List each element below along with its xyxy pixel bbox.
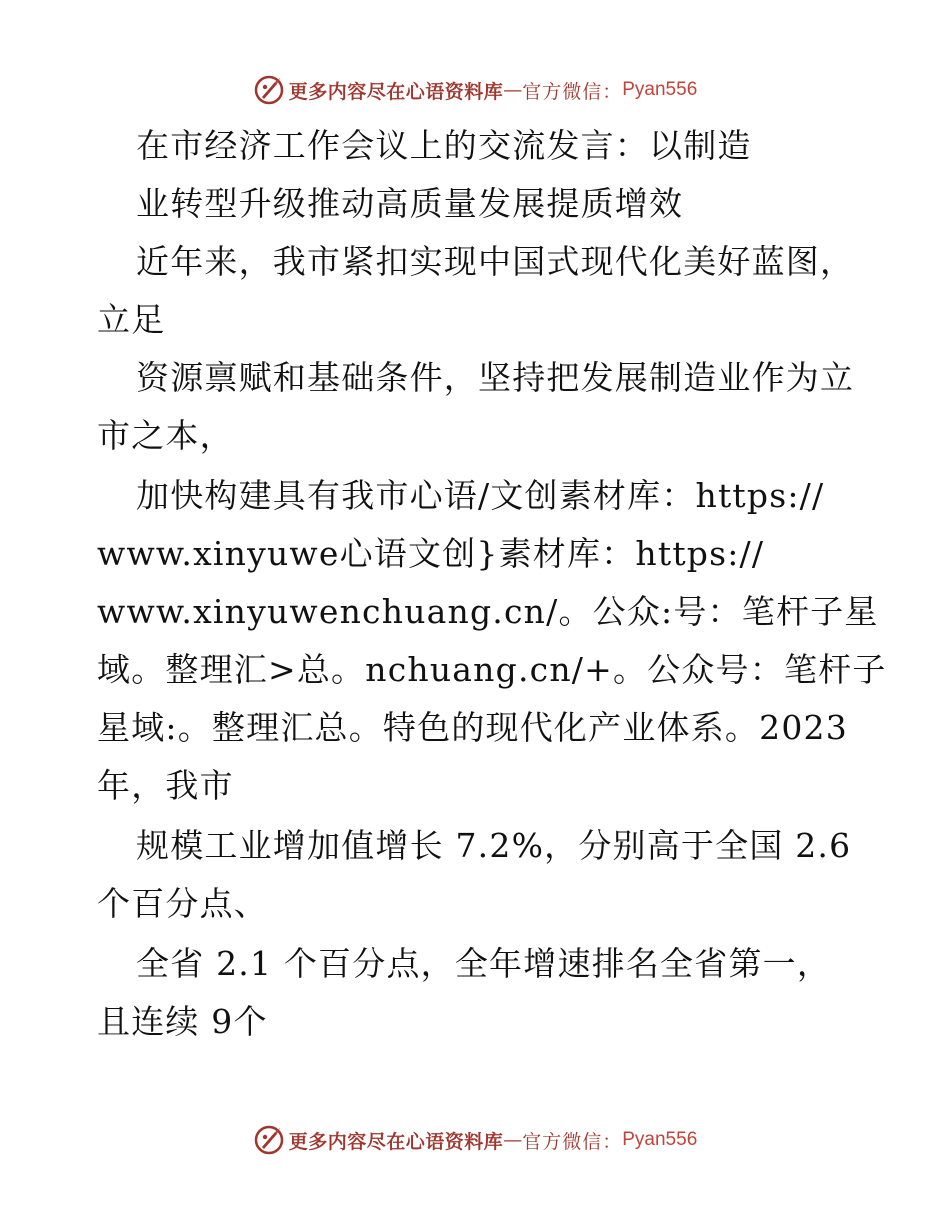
title-line-1: 在市经济工作会议上的交流发言：以制造 bbox=[136, 126, 752, 165]
body-line: 全省 2.1 个百分点，全年增速排名全省第一， bbox=[136, 944, 832, 983]
quill-logo-icon bbox=[253, 1124, 285, 1156]
quill-logo-icon bbox=[253, 74, 285, 106]
body-line: www.xinyuwenchuang.cn/。公众:号：笔杆子星 bbox=[97, 592, 879, 631]
header-watermark bbox=[0, 70, 950, 110]
body-line: 规模工业增加值增长 7.2%，分别高于全国 2.6 bbox=[136, 826, 852, 865]
watermark-wechat-id: Pyan556 bbox=[622, 79, 698, 100]
body-line: 域。整理汇>总。nchuang.cn/+。公众号：笔杆子 bbox=[97, 650, 887, 689]
watermark-wechat-label: 官方微信： bbox=[522, 80, 623, 103]
watermark-site-text: 更多内容尽在心语资料库 bbox=[288, 80, 504, 103]
body-line: 加快构建具有我市心语/文创素材库：https:// bbox=[136, 476, 825, 515]
watermark-wechat-id: Pyan556 bbox=[622, 1129, 698, 1150]
body-line: 年，我市 bbox=[97, 766, 234, 805]
watermark-site-text: 更多内容尽在心语资料库 bbox=[288, 1130, 504, 1153]
body-line: 市之本， bbox=[97, 416, 234, 455]
watermark-wechat-label: 官方微信： bbox=[522, 1130, 623, 1153]
body-line: 资源禀赋和基础条件，坚持把发展制造业作为立 bbox=[136, 358, 855, 397]
body-line: 且连续 9个 bbox=[97, 1002, 268, 1041]
body-line: www.xinyuwe心语文创}素材库：https:// bbox=[97, 534, 765, 573]
footer-watermark bbox=[0, 1120, 950, 1160]
title-line-2: 业转型升级推动高质量发展提质增效 bbox=[136, 184, 684, 223]
body-line: 个百分点、 bbox=[97, 884, 268, 923]
body-line: 星域:。整理汇总。特色的现代化产业体系。2023 bbox=[97, 708, 848, 747]
body-line: 立足 bbox=[97, 300, 166, 339]
watermark-separator: — bbox=[503, 1129, 523, 1151]
watermark-separator: — bbox=[503, 79, 523, 101]
body-line: 近年来，我市紧扣实现中国式现代化美好蓝图， bbox=[136, 242, 855, 281]
